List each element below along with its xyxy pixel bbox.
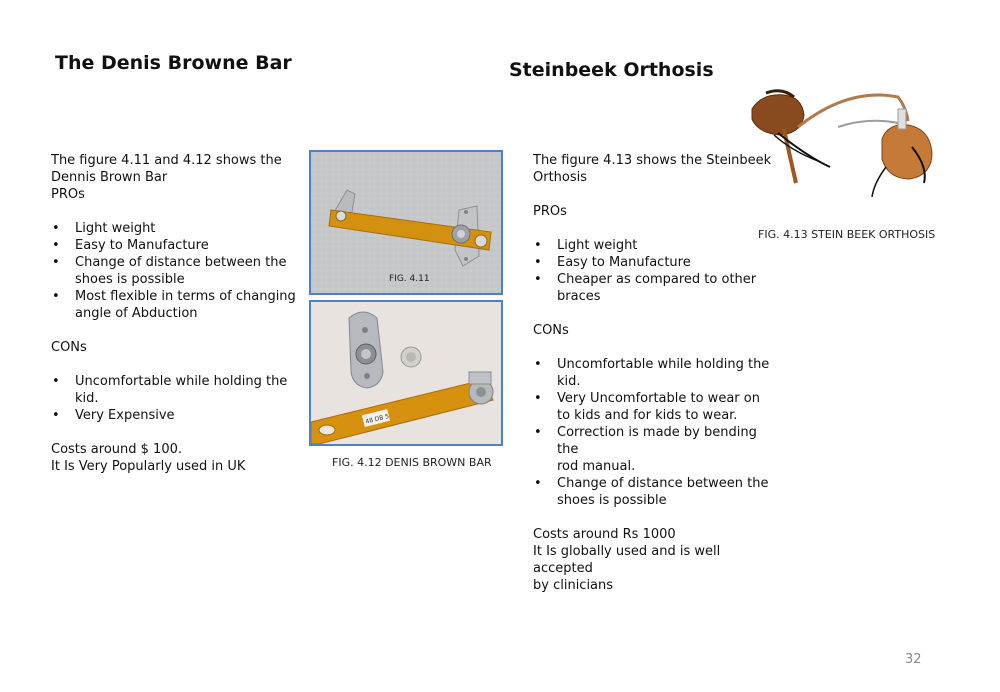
left-pros-label: PROs <box>51 187 85 202</box>
right-cons-list <box>533 356 773 509</box>
left-cons-label: CONs <box>51 340 87 355</box>
list-item: • Light weight <box>51 220 301 237</box>
list-item: • Very Uncomfortable to wear on to kids and for kids to wear. <box>533 390 773 424</box>
right-intro-line: The figure 4.13 shows the Steinbeek <box>533 153 772 168</box>
list-item: • Easy to Manufacture <box>51 237 301 254</box>
fig-4-12-caption: FIG. 4.12 DENIS BROWN BAR <box>332 456 492 469</box>
list-item: • Uncomfortable while holding the kid. <box>51 373 301 407</box>
list-item: • Very Expensive <box>51 407 301 424</box>
list-item: • Uncomfortable while holding the kid. <box>533 356 773 390</box>
right-pros-label: PROs <box>533 204 567 219</box>
right-usage-line: by clinicians <box>533 578 614 593</box>
page-number: 32 <box>905 652 922 667</box>
right-cost-line: Costs around Rs 1000 <box>533 527 676 542</box>
right-column <box>533 152 773 594</box>
right-title: Steinbeek Orthosis <box>509 59 714 81</box>
list-item: • Light weight <box>533 237 773 254</box>
denis-browne-bar-closeup-image <box>311 302 501 444</box>
left-title: The Denis Browne Bar <box>55 52 292 74</box>
right-usage-line: It Is globally used and is well accepted <box>533 544 721 576</box>
fig-4-12-photo <box>309 300 503 446</box>
left-intro-line: The figure 4.11 and 4.12 shows the <box>51 153 282 168</box>
left-cost-line: Costs around $ 100. <box>51 442 182 457</box>
left-usage-line: It Is Very Popularly used in UK <box>51 459 246 474</box>
left-pros-list <box>51 220 301 322</box>
left-intro-line: Dennis Brown Bar <box>51 170 168 185</box>
list-item: • Cheaper as compared to other braces <box>533 271 773 305</box>
list-item: • Change of distance between the shoes is possible <box>533 475 773 509</box>
denis-browne-bar-image <box>311 152 501 293</box>
right-cons-label: CONs <box>533 323 569 338</box>
list-item: • Most flexible in terms of changing angle of Abduction <box>51 288 301 322</box>
right-pros-list <box>533 237 773 305</box>
list-item: • Change of distance between the shoes is possible <box>51 254 301 288</box>
steinbeek-orthosis-image <box>748 87 960 209</box>
bar-label: 48 DB 5 <box>364 412 390 426</box>
right-intro-line: Orthosis <box>533 170 588 185</box>
left-cons-list <box>51 373 301 424</box>
fig-4-11-label: FIG. 4.11 <box>389 274 430 284</box>
left-column <box>51 152 301 475</box>
fig-4-13-photo <box>748 87 960 209</box>
fig-4-13-caption: FIG. 4.13 STEIN BEEK ORTHOSIS <box>758 228 936 241</box>
fig-4-11-photo <box>309 150 503 295</box>
list-item: • Correction is made by bending the rod manual. <box>533 424 773 475</box>
list-item: • Easy to Manufacture <box>533 254 773 271</box>
